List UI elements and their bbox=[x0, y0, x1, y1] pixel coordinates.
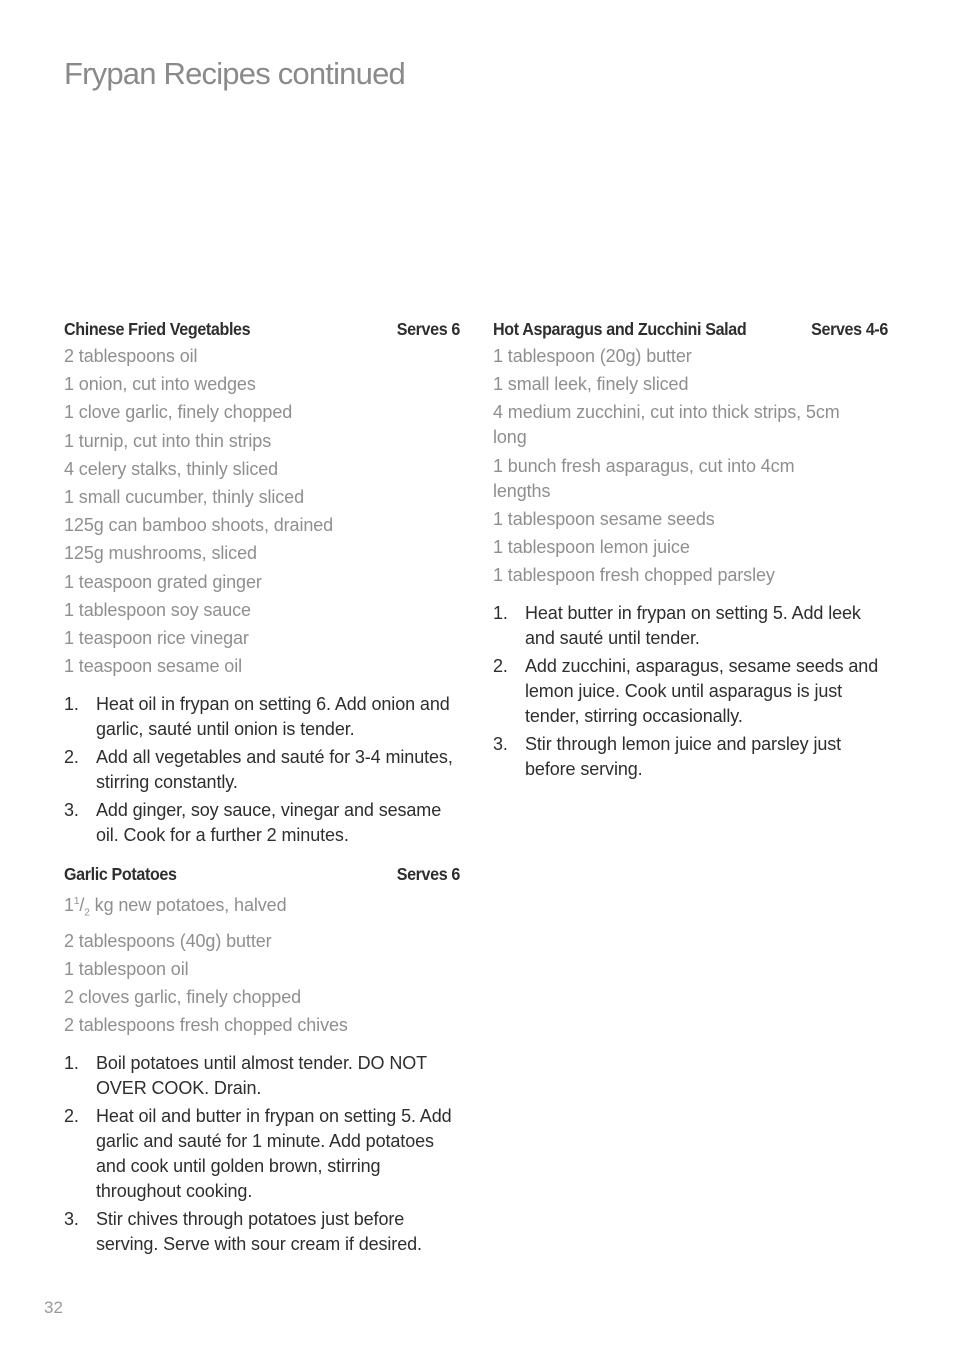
right-column bbox=[493, 317, 888, 785]
section-spacer bbox=[64, 851, 460, 862]
ingredient-item: 1 tablespoon lemon juice bbox=[493, 536, 690, 557]
ingredient-item: 1 tablespoon sesame seeds bbox=[493, 508, 715, 529]
page-number: 32 bbox=[44, 1298, 63, 1317]
step-text: Add all vegetables and sauté for 3-4 minutes, stirring constantly. bbox=[96, 747, 453, 793]
recipe-header bbox=[64, 317, 460, 341]
step-number: 2. bbox=[64, 747, 79, 768]
ingredient-item: 125g can bamboo shoots, drained bbox=[64, 515, 334, 536]
recipe-chinese-fried-vegetables bbox=[64, 317, 460, 848]
method-step bbox=[493, 732, 888, 782]
ingredient-list bbox=[64, 889, 460, 1038]
fraction-whole: 1 bbox=[64, 895, 74, 916]
ingredient-item: 1 teaspoon rice vinegar bbox=[64, 627, 249, 648]
recipe-title: Garlic Potatoes bbox=[64, 864, 177, 885]
method-steps bbox=[64, 692, 460, 848]
ingredient-item: 4 medium zucchini, cut into thick strips, 5cm long bbox=[493, 402, 840, 448]
fraction-numerator: 1 bbox=[73, 896, 80, 908]
recipe-title: Chinese Fried Vegetables bbox=[64, 319, 251, 339]
method-step bbox=[493, 654, 888, 729]
ingredient-item: 125g mushrooms, sliced bbox=[64, 543, 257, 564]
step-text: Boil potatoes until almost tender. DO NOT OVER COOK. Drain. bbox=[96, 1053, 427, 1099]
ingredient-item: 1 tablespoon fresh chopped parsley bbox=[493, 565, 775, 586]
step-number: 3. bbox=[64, 1209, 79, 1230]
method-step bbox=[64, 745, 460, 795]
ingredient-item: 1 teaspoon sesame oil bbox=[64, 656, 243, 677]
page-title: Frypan Recipes continued bbox=[64, 56, 405, 91]
step-text: Heat oil and butter in frypan on setting 5. Add garlic and sauté for 1 minute. Add potatoes and cook until golden brown, stirring throughout cooking. bbox=[96, 1106, 452, 1202]
step-text: Heat oil in frypan on setting 6. Add onion and garlic, sauté until onion is tender. bbox=[96, 694, 450, 740]
ingredient-item: 1 tablespoon (20g) butter bbox=[493, 346, 692, 366]
step-number: 1. bbox=[64, 694, 79, 715]
ingredient-item: 2 tablespoons fresh chopped chives bbox=[64, 1015, 348, 1036]
method-step bbox=[64, 692, 460, 742]
recipe-header bbox=[64, 862, 460, 886]
step-number: 2. bbox=[64, 1106, 79, 1127]
ingredient-item: 1 clove garlic, finely chopped bbox=[64, 402, 293, 423]
ingredient-item: 2 tablespoons (40g) butter bbox=[64, 930, 272, 951]
method-step bbox=[64, 798, 460, 848]
recipe-garlic-potatoes bbox=[64, 862, 460, 1257]
ingredient-item: 1 onion, cut into wedges bbox=[64, 374, 256, 395]
fraction-slash: / bbox=[79, 895, 85, 916]
method-step bbox=[64, 1207, 460, 1257]
recipe-hot-asparagus-zucchini-salad bbox=[493, 317, 888, 782]
ingredient-item bbox=[64, 889, 460, 926]
ingredient-item: 1 tablespoon oil bbox=[64, 959, 189, 980]
recipe-header bbox=[493, 317, 888, 341]
step-text: Add zucchini, asparagus, sesame seeds and lemon juice. Cook until asparagus is just tender, stirring occasionally. bbox=[525, 656, 879, 727]
recipe-serves: Serves 4-6 bbox=[811, 319, 889, 339]
recipe-title: Hot Asparagus and Zucchini Salad bbox=[493, 319, 747, 339]
recipe-serves: Serves 6 bbox=[396, 864, 461, 885]
ingredient-item: 1 teaspoon grated ginger bbox=[64, 571, 262, 592]
ingredient-item: 2 cloves garlic, finely chopped bbox=[64, 987, 302, 1008]
fraction-denominator: 2 bbox=[84, 907, 90, 919]
ingredient-item: 1 tablespoon soy sauce bbox=[64, 599, 251, 620]
step-number: 2. bbox=[493, 656, 508, 677]
step-text: Heat butter in frypan on setting 5. Add leek and sauté until tender. bbox=[525, 603, 861, 649]
method-step bbox=[64, 1104, 460, 1204]
step-number: 1. bbox=[64, 1053, 79, 1074]
recipe-serves: Serves 6 bbox=[396, 319, 461, 339]
ingredient-text: kg new potatoes, halved bbox=[89, 895, 287, 916]
step-number: 1. bbox=[493, 603, 508, 624]
ingredient-list bbox=[64, 344, 460, 679]
method-steps bbox=[64, 1051, 460, 1257]
step-number: 3. bbox=[64, 800, 79, 821]
ingredient-item: 1 turnip, cut into thin strips bbox=[64, 430, 272, 451]
ingredient-item: 2 tablespoons oil bbox=[64, 346, 198, 366]
ingredient-item: 4 celery stalks, thinly sliced bbox=[64, 458, 279, 479]
left-column bbox=[64, 317, 460, 1260]
step-number: 3. bbox=[493, 734, 508, 755]
ingredient-list bbox=[493, 344, 888, 588]
method-step bbox=[64, 1051, 460, 1101]
step-text: Stir through lemon juice and parsley just before serving. bbox=[525, 734, 842, 780]
method-steps bbox=[493, 601, 888, 782]
ingredient-item: 1 small cucumber, thinly sliced bbox=[64, 486, 304, 507]
method-step bbox=[493, 601, 888, 651]
ingredient-item: 1 small leek, finely sliced bbox=[493, 374, 689, 395]
ingredient-item: 1 bunch fresh asparagus, cut into 4cm lengths bbox=[493, 455, 795, 501]
step-text: Stir chives through potatoes just before serving. Serve with sour cream if desired. bbox=[96, 1209, 422, 1255]
step-text: Add ginger, soy sauce, vinegar and sesame oil. Cook for a further 2 minutes. bbox=[96, 800, 442, 846]
